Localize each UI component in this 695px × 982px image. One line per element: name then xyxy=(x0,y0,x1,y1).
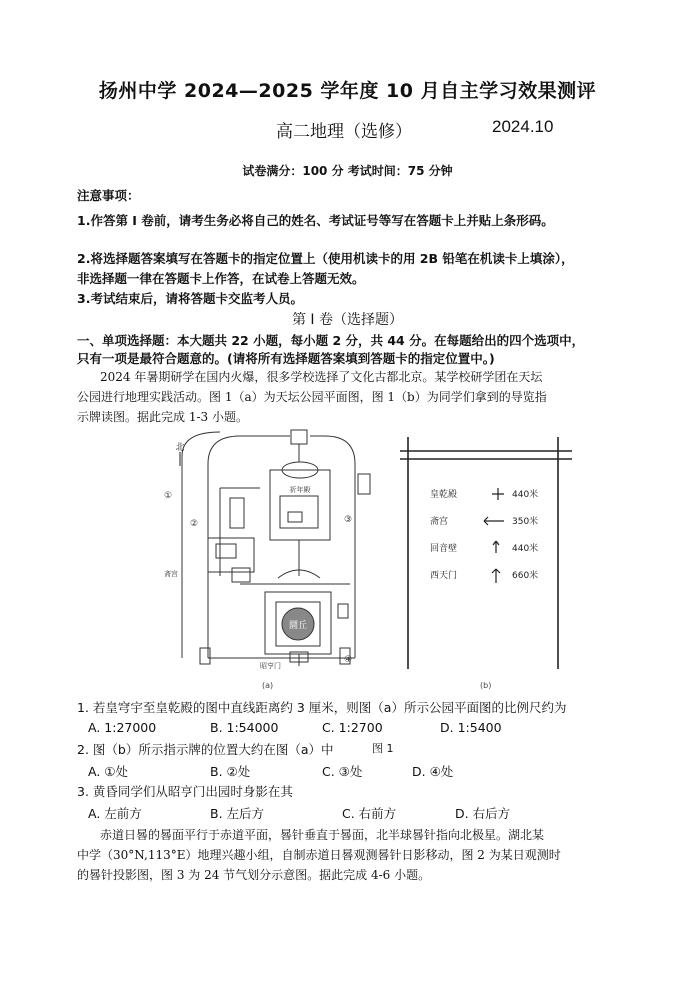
passage2-line1: 赤道日晷的晷面平行于赤道平面，晷针垂直于晷面，北半球晷针指向北极星。湖北某 xyxy=(100,828,545,842)
q2-option-d: D. ④处 xyxy=(412,764,454,779)
exam-subtitle: 高二地理（选修） xyxy=(276,122,412,142)
map-label-center: 圜丘 xyxy=(288,621,308,631)
sign-row-2-name: 斋宫 xyxy=(430,517,449,527)
sign-row-3-name: 回音壁 xyxy=(430,544,458,554)
q3-option-c: C. 右前方 xyxy=(342,806,397,821)
notice-heading: 注意事项： xyxy=(77,188,140,203)
passage2-line3: 的晷针投影图，图 3 为 24 节气划分示意图。据此完成 4-6 小题。 xyxy=(77,868,431,882)
section-intro-line2: 只有一项是最符合题意的。(请将所有选择题答案填到答题卡的指定位置中。) xyxy=(77,351,495,366)
guide-sign-figure xyxy=(400,437,572,669)
caption-b: (b) xyxy=(480,681,492,690)
q1-option-b: B. 1:54000 xyxy=(210,720,279,735)
passage2-line2: 中学（30°N,113°E）地理兴趣小组，自制赤道日晷观测晷针日影移动，图 2 为某日观测时 xyxy=(77,848,561,862)
question-2-stem: 2. 图（b）所示指示牌的位置大约在图（a）中 xyxy=(77,742,334,757)
park-map-figure xyxy=(160,426,377,671)
exam-date: 2024.10 xyxy=(492,117,554,136)
section-title: 第 I 卷（选择题） xyxy=(291,312,404,328)
arrow-left-icon xyxy=(484,517,504,525)
question-1-stem: 1. 若皇穹宇至皇乾殿的图中直线距离约 3 厘米，则图（a）所示公园平面图的比例尺约为 xyxy=(77,700,567,715)
notice-item-1: 1.作答第 I 卷前，请考生务必将自己的姓名、考试证号等写在答题卡上并贴上条形码。 xyxy=(77,213,554,228)
sign-row-3-distance: 440米 xyxy=(512,544,539,554)
map-label-hall: 祈年殿 xyxy=(289,486,311,494)
section-intro-line1: 一、单项选择题：本大题共 22 小题，每小题 2 分，共 44 分。在每题给出的四个选项中， xyxy=(77,333,585,348)
sign-row-4-distance: 660米 xyxy=(512,571,539,581)
map-mark-4: ④ xyxy=(344,655,353,665)
notice-item-2-line2: 非选择题一律在答题卡上作答，在试卷上答题无效。 xyxy=(77,271,365,286)
q2-option-a: A. ①处 xyxy=(88,764,128,779)
question-3-stem: 3. 黄昏同学们从昭亨门出园时身影在其 xyxy=(77,784,293,799)
arrow-up-icon xyxy=(493,541,499,553)
notice-item-3: 3.考试结束后，请将答题卡交监考人员。 xyxy=(77,291,303,306)
passage1-line2: 公园进行地理实践活动。图 1（a）为天坛公园平面图，图 1（b）为同学们拿到的导览指 xyxy=(77,390,547,404)
arrow-icon xyxy=(492,488,504,500)
q3-option-d: D. 右后方 xyxy=(455,806,511,821)
notice-item-2-line1: 2.将选择题答案填写在答题卡的指定位置上（使用机读卡的用 2B 铅笔在机读卡上填涂）， xyxy=(77,251,574,266)
sign-row-1-name: 皇乾殿 xyxy=(430,490,458,500)
q2-option-c: C. ③处 xyxy=(322,764,363,779)
caption-a: (a) xyxy=(262,681,274,690)
passage1-line1: 2024 年暑期研学在国内火爆，很多学校选择了文化古都北京。某学校研学团在天坛 xyxy=(100,370,543,384)
passage1-line3: 示牌读图。据此完成 1-3 小题。 xyxy=(77,410,248,424)
map-label-gate: 昭亨门 xyxy=(260,662,281,670)
map-mark-3: ③ xyxy=(344,515,353,525)
exam-title: 扬州中学 2024—2025 学年度 10 月自主学习效果测评 xyxy=(98,80,597,102)
map-label-pavilion: 斋宫 xyxy=(164,570,178,578)
q1-option-d: D. 1:5400 xyxy=(440,720,502,735)
q2-option-b: B. ②处 xyxy=(210,764,251,779)
q3-option-a: A. 左前方 xyxy=(88,806,142,821)
arrow-up-icon xyxy=(492,569,500,583)
q1-option-a: A. 1:27000 xyxy=(88,720,157,735)
sign-row-1-distance: 440米 xyxy=(512,490,539,500)
map-mark-1: ① xyxy=(164,491,173,501)
q3-option-b: B. 左后方 xyxy=(210,806,265,821)
sign-row-2-distance: 350米 xyxy=(512,517,539,527)
figure-1-label: 图 1 xyxy=(372,742,394,755)
north-label: 北 xyxy=(175,443,185,453)
exam-info: 试卷满分：100 分 考试时间：75 分钟 xyxy=(242,164,453,178)
sign-row-4-name: 西天门 xyxy=(430,571,458,581)
map-mark-2: ② xyxy=(190,519,199,529)
q1-option-c: C. 1:2700 xyxy=(322,720,383,735)
